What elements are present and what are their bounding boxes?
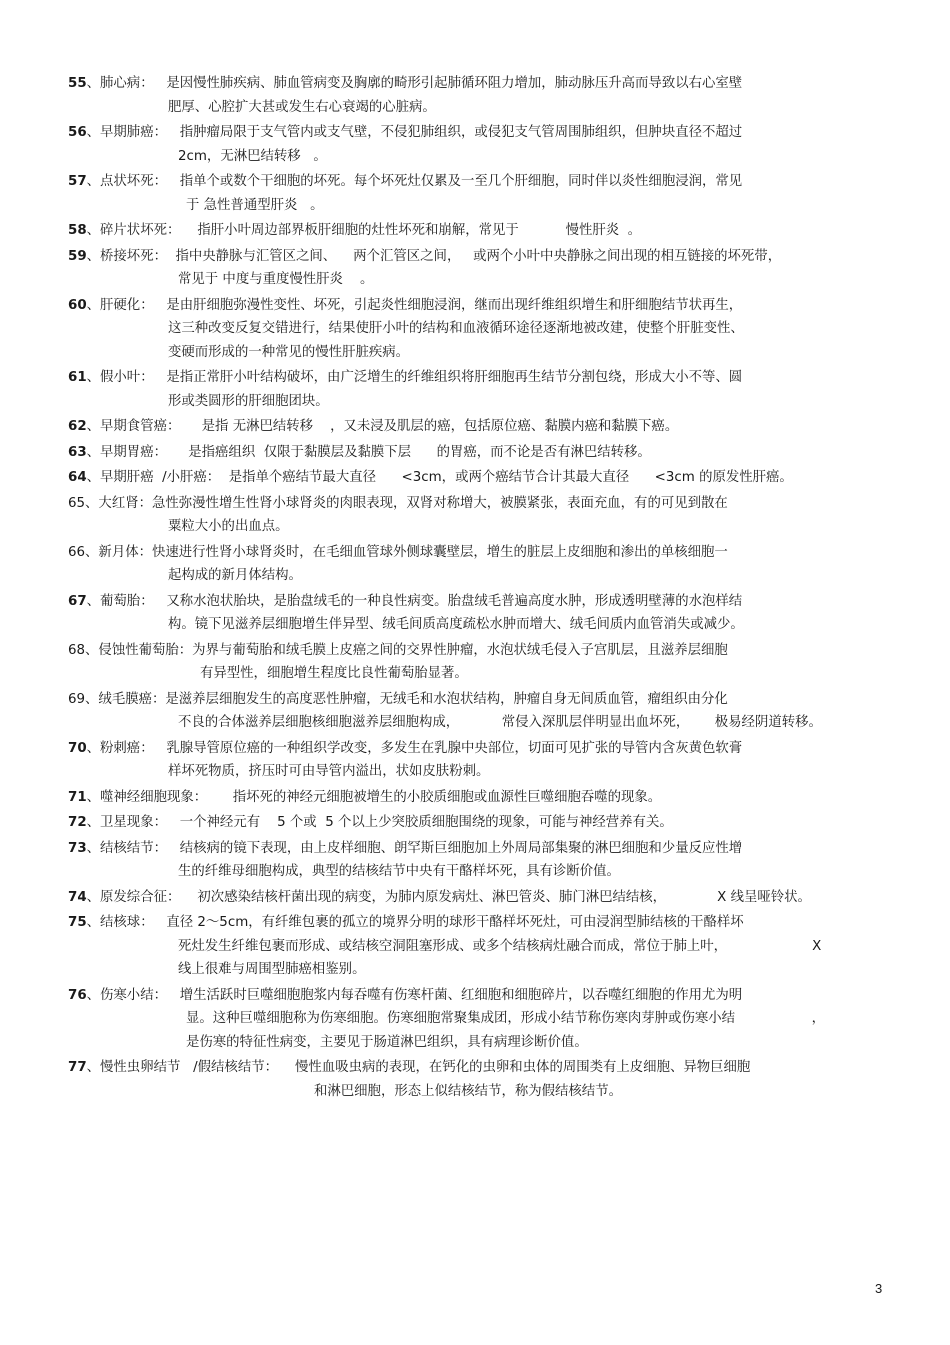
entry-first-line — [68, 170, 898, 194]
glossary-entry — [68, 245, 898, 292]
glossary-entry — [68, 72, 898, 119]
entry-continuation-line: 不良的合体滋养层细胞核细胞滋养层细胞构成， 常侵入深肌层伴明显出血坏死， 极易经阴道转移。 — [178, 715, 822, 730]
glossary-entry — [68, 294, 898, 365]
entry-continuation-line: 和淋巴细胞，形态上似结核结节，称为假结核结节。 — [314, 1083, 622, 1099]
entry-first-line — [68, 466, 898, 490]
glossary-entry — [68, 415, 898, 439]
entry-continuation-line: 肥厚、心腔扩大甚或发生右心衰竭的心脏病。 — [168, 99, 436, 115]
glossary-entry — [68, 786, 898, 810]
entry-continuation-line: 构。镜下见滋养层细胞增生伴异型、绒毛间质高度疏松水肿而增大、绒毛间质内血管消失或减少。 — [168, 617, 744, 632]
entry-first-line — [68, 737, 898, 761]
glossary-entry — [68, 886, 898, 910]
glossary-list — [68, 72, 898, 1103]
entry-continuation-line: 2cm，无淋巴结转移 。 — [178, 148, 327, 164]
entry-first-line — [68, 786, 898, 810]
entry-first-line — [68, 541, 898, 565]
entry-number: 77 — [68, 1060, 87, 1075]
glossary-entry — [68, 492, 898, 539]
glossary-entry — [68, 441, 898, 465]
entry-text: 、结核结节： 结核病的镜下表现，由上皮样细胞、朗罕斯巨细胞加上外周局部集聚的淋巴细胞和少量反应性增 — [86, 840, 743, 856]
glossary-entry — [68, 911, 898, 982]
entry-text: 、粉刺癌： 乳腺导管原位癌的一种组织学改变，多发生在乳腺中央部位，切面可见扩张的导管内含灰黄色软膏 — [86, 740, 743, 756]
glossary-entry — [68, 639, 898, 686]
entry-continuation-line: 这三种改变反复交错进行，结果使肝小叶的结构和血液循环途径逐渐地被改建，使整个肝脏变性、 — [168, 321, 744, 336]
entry-continuation-line: 显。这种巨噬细胞称为伤寒细胞。伤寒细胞常聚集成团，形成小结节称伤寒肉芽肿或伤寒小结 ， — [186, 1011, 826, 1026]
glossary-entry — [68, 590, 898, 637]
entry-first-line — [68, 886, 898, 910]
entry-text: 、桥接坏死： 指中央静脉与汇管区之间、 两个汇管区之间， 或两个小叶中央静脉之间出现的相互链接的坏死带， — [86, 248, 782, 264]
glossary-entry — [68, 170, 898, 217]
entry-number: 67 — [68, 593, 87, 609]
entry-number: 60 — [68, 297, 87, 313]
entry-text: 、原发综合征： 初次感染结核杆菌出现的病变，为肺内原发病灶、淋巴管炎、肺门淋巴结结核， X 线呈哑铃状。 — [86, 889, 811, 905]
entry-text: 、伤寒小结： 增生活跃时巨噬细胞胞浆内每吞噬有伤寒杆菌、红细胞和细胞碎片，以吞噬红细胞的作用尤为明 — [86, 987, 743, 1003]
entry-number: 75 — [68, 915, 87, 930]
entry-text: 、肝硬化： 是由肝细胞弥漫性变性、坏死，引起炎性细胞浸润，继而出现纤维组织增生和肝细胞结节状再生， — [86, 297, 743, 313]
entry-number: 70 — [68, 740, 87, 756]
entry-first-line — [68, 219, 898, 243]
entry-first-line — [68, 366, 898, 390]
entry-text: 、早期食管癌： 是指 无淋巴结转移 ，又未浸及肌层的癌，包括原位癌、黏膜内癌和黏膜下癌。 — [86, 419, 679, 434]
glossary-entry — [68, 811, 898, 835]
entry-number: 63 — [68, 444, 87, 460]
entry-text: 69、绒毛膜癌：是滋养层细胞发生的高度恶性肿瘤，无绒毛和水泡状结构，肿瘤自身无间质血管，瘤组织由分化 — [68, 691, 728, 707]
entry-continuation-line: 粟粒大小的出血点。 — [168, 519, 289, 534]
entry-number: 57 — [68, 174, 87, 189]
entry-text: 、早期肝癌 /小肝癌： 是指单个癌结节最大直径 <3cm，或两个癌结节合计其最大直径 <3cm 的原发性肝癌。 — [86, 470, 793, 485]
entry-first-line — [68, 639, 898, 663]
entry-continuation-line: 于 急性普通型肝炎 。 — [186, 197, 324, 213]
entry-first-line — [68, 1056, 898, 1080]
entry-first-line — [68, 688, 898, 712]
glossary-entry — [68, 737, 898, 784]
entry-continuation-line: 有异型性，细胞增生程度比良性葡萄胎显著。 — [200, 666, 468, 681]
entry-continuation-line: 死灶发生纤维包裹而形成、或结核空洞阻塞形成、或多个结核病灶融合而成，常位于肺上叶， X — [178, 938, 822, 954]
entry-continuation-line: 形或类圆形的肝细胞团块。 — [168, 393, 329, 409]
entry-number: 71 — [68, 789, 87, 805]
entry-text: 、肺心病： 是因慢性肺疾病、肺血管病变及胸廓的畸形引起肺循环阻力增加，肺动脉压升高而导致以右心室壁 — [86, 76, 743, 91]
entry-continuation-line: 起构成的新月体结构。 — [168, 568, 302, 583]
entry-continuation-line: 线上很难与周围型肺癌相鉴别。 — [178, 962, 366, 977]
entry-number: 74 — [68, 889, 87, 905]
entry-first-line — [68, 245, 898, 269]
glossary-entry — [68, 466, 898, 490]
glossary-entry — [68, 121, 898, 168]
entry-text: 、早期胃癌： 是指癌组织 仅限于黏膜层及黏膜下层 的胃癌，而不论是否有淋巴结转移。 — [86, 444, 651, 460]
entry-text: 、假小叶： 是指正常肝小叶结构破坏，由广泛增生的纤维组织将肝细胞再生结节分割包绕，形成大小不等、圆 — [86, 370, 743, 385]
entry-text: 、结核球： 直径 2～5cm，有纤维包裹的孤立的境界分明的球形干酪样坏死灶，可由浸润型肺结核的干酪样坏 — [86, 915, 744, 930]
entry-first-line — [68, 837, 898, 861]
entry-first-line — [68, 492, 898, 516]
glossary-entry — [68, 984, 898, 1055]
entry-first-line — [68, 590, 898, 614]
entry-text: 66、新月体：快速进行性肾小球肾炎时，在毛细血管球外侧球囊壁层，增生的脏层上皮细胞和渗出的单核细胞一 — [68, 544, 728, 560]
entry-text: 、点状坏死： 指单个或数个干细胞的坏死。每个坏死灶仅累及一至几个肝细胞，同时伴以炎性细胞浸润，常见 — [86, 174, 743, 189]
entry-first-line — [68, 811, 898, 835]
page-number: 3 — [875, 1281, 883, 1296]
entry-number: 64 — [68, 470, 87, 485]
entry-continuation-line: 样坏死物质，挤压时可由导管内溢出，状如皮肤粉刺。 — [168, 764, 490, 779]
entry-number: 61 — [68, 370, 87, 385]
entry-number: 76 — [68, 987, 87, 1003]
glossary-entry — [68, 541, 898, 588]
glossary-entry — [68, 366, 898, 413]
entry-number: 59 — [68, 248, 87, 264]
entry-first-line — [68, 415, 898, 439]
entry-first-line — [68, 984, 898, 1008]
glossary-entry — [68, 1056, 898, 1103]
entry-first-line — [68, 72, 898, 96]
entry-number: 55 — [68, 76, 87, 91]
entry-number: 56 — [68, 125, 87, 140]
entry-number: 73 — [68, 840, 87, 856]
entry-continuation-line: 生的纤维母细胞构成，典型的结核结节中央有干酪样坏死，具有诊断价值。 — [178, 864, 620, 879]
entry-text: 、早期肺癌： 指肿瘤局限于支气管内或支气壁，不侵犯肺组织，或侵犯支气管周围肺组织，但肿块直径不超过 — [86, 125, 743, 140]
entry-text: 、碎片状坏死： 指肝小叶周边部界板肝细胞的灶性坏死和崩解，常见于 慢性肝炎 。 — [86, 223, 642, 238]
entry-number: 62 — [68, 419, 87, 434]
entry-text: 、卫星现象： 一个神经元有 5 个或 5 个以上少突胶质细胞围绕的现象，可能与神经营养有关。 — [86, 815, 673, 830]
entry-continuation-line: 常见于 中度与重度慢性肝炎 。 — [178, 272, 374, 287]
entry-number: 72 — [68, 815, 87, 830]
entry-text: 、葡萄胎： 又称水泡状胎块，是胎盘绒毛的一种良性病变。胎盘绒毛普遍高度水肿，形成透明壁薄的水泡样结 — [86, 593, 743, 609]
glossary-entry — [68, 837, 898, 884]
entry-number: 58 — [68, 223, 87, 238]
glossary-entry — [68, 688, 898, 735]
entry-first-line — [68, 294, 898, 318]
glossary-entry — [68, 219, 898, 243]
entry-continuation-line: 是伤寒的特征性病变，主要见于肠道淋巴组织，具有病理诊断价值。 — [186, 1034, 588, 1050]
entry-first-line — [68, 121, 898, 145]
entry-first-line — [68, 911, 898, 935]
entry-continuation-line: 变硬而形成的一种常见的慢性肝脏疾病。 — [168, 344, 410, 360]
entry-text: 68、侵蚀性葡萄胎：为界与葡萄胎和绒毛膜上皮癌之间的交界性肿瘤，水泡状绒毛侵入子宫肌层，且滋养层细胞 — [68, 642, 728, 658]
entry-text: 、噬神经细胞现象： 指坏死的神经元细胞被增生的小胶质细胞或血源性巨噬细胞吞噬的现象。 — [86, 789, 662, 805]
entry-text: 65、大红肾：急性弥漫性增生性肾小球肾炎的肉眼表现，双肾对称增大，被膜紧张，表面充血，有的可见到散在 — [68, 495, 728, 511]
entry-first-line — [68, 441, 898, 465]
entry-text: 、慢性虫卵结节 /假结核结节： 慢性血吸虫病的表现，在钙化的虫卵和虫体的周围类有上皮细胞、异物巨细胞 — [86, 1060, 751, 1075]
